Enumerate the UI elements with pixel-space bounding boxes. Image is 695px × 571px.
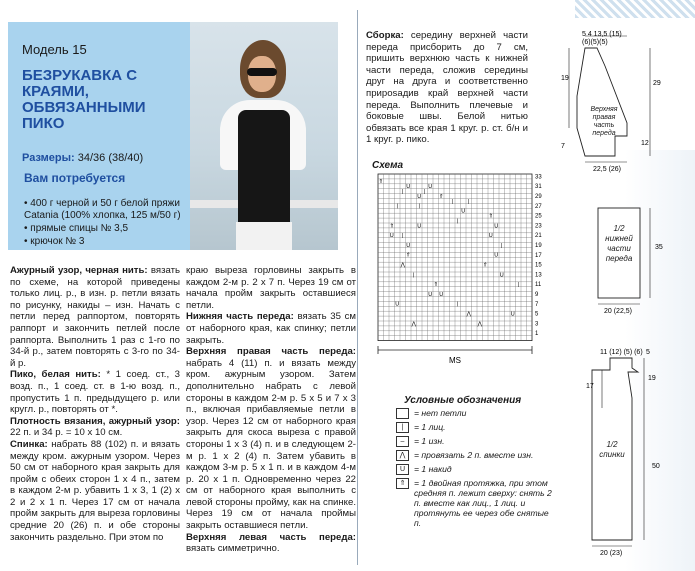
back-text: набрать 88 (102) п. и вязать между кром. ажурным узором. Через 50 см от наборного края закрыть для пройм с обеих сторон 1 х 4 п., затем в каждом 2-м р. убавить 1 х 3, 1 (2) х 2 и 2 х 1 п. Через 17 см от начала пройм закрыть для выреза горловины средние 20 (26) п. и обе стороны закончить раздельно. При этом по (10, 438, 180, 543)
legend (396, 408, 556, 531)
gauge-title: Плотность вязания, ажурный узор: (10, 415, 180, 427)
sizes-value: 34/36 (38/40) (77, 152, 144, 164)
chart-row-number: 33 (535, 174, 542, 181)
chart-row-number: 7 (535, 301, 539, 308)
yarn-over-symbol: U (396, 464, 409, 475)
no-stitch-symbol (396, 408, 409, 419)
chart-stitch-symbol: U (428, 291, 433, 298)
chart-stitch-symbol: | (517, 282, 519, 289)
knit-symbol: | (396, 422, 409, 433)
chart-stitch-symbol: | (501, 242, 503, 249)
lower-front-title: Нижняя часть переда: (186, 311, 294, 323)
chart-row-number: 23 (535, 223, 542, 230)
back-right-50: 50 (652, 463, 660, 470)
picot-title: Пико, белая нить: (10, 369, 101, 381)
back-left-17: 17 (586, 383, 594, 390)
chart-row-number: 13 (535, 272, 542, 279)
upper-front-left-19: 19 (561, 75, 569, 82)
chart-row-number: 5 (535, 311, 539, 318)
chart-row-number: 21 (535, 233, 542, 240)
schema-title: Схема (372, 160, 404, 171)
upper-right-front-text: набрать 4 (11) п. и вязать между кром. ажурным узором. Затем дополнительно набрать с левой стороны в каждом 2-м р. 5 х 5 и 7 х 3 п., включая прибавляемые петли в узор. Через 12 см от наборного края закрыть для скоса выреза с правой стороны 1 х 3 (4) п. и в следующем 2-м р. 1 х 2 (4) п. Затем убавить в каждом 3-м р. 5 х 1 п. и в каждом 4-м р. 20 х 1 п. Одновременно через 22 см от наборного края выполнить с левой стороны пройму, как на спинке. Через 19 см от начала проймы закрыть оставшиеся петли. (186, 357, 356, 532)
chart-stitch-symbol: | (396, 203, 398, 210)
assembly-column (366, 30, 528, 146)
chart-stitch-symbol: ⇑ (405, 252, 411, 259)
back-continued-text: краю выреза горловины закрыть в каждом 2-м р. 2 х 7 п. Через 19 см от начала пройм закрыть оставшиеся петли. (186, 265, 356, 311)
chart-row-number: 25 (535, 213, 542, 220)
assembly-title: Сборка: (366, 30, 404, 41)
pattern-back (580, 340, 690, 568)
pattern-lower-front (590, 200, 690, 318)
chart-row-number: 19 (535, 243, 542, 249)
back-bottom: 20 (23) (600, 550, 623, 557)
chart-row-number: 17 (535, 252, 542, 259)
back-top-dims: 11 (12) (5) (6) (600, 349, 643, 356)
chart-row-number: 9 (535, 292, 539, 298)
upper-front-right-12: 12 (641, 140, 649, 147)
upper-front-label: Верхняя правая часть переда (590, 106, 618, 137)
assembly-text: середину верхней части переда присборить до 7 см, пришить верхнюю часть к нижней части переда, сложив середины друг на друга и соответственно приposадив край верхней части переда. Выполнить плечевые и боковые швы. Белой нитью обвязать все края 1 круг. р. ст. б/н и 1 круг. р. пико. (366, 30, 529, 146)
legend-item: = нет петли (396, 408, 556, 419)
chart-stitch-symbol: ⇑ (378, 179, 384, 186)
gauge-text: 22 п. и 34 р. = 10 х 10 см. (10, 427, 123, 439)
stitch-chart (372, 172, 558, 372)
chart-row-numbers (535, 174, 542, 337)
chart-stitch-symbol: ⋀ (400, 262, 406, 269)
corner-stripes (575, 0, 695, 18)
chart-stitch-symbol: ⇑ (433, 282, 439, 289)
pattern-title: БЕЗРУКАВКА С КРАЯМИ, ОБВЯЗАННЫМИ ПИКО (22, 67, 146, 132)
legend-item: ⇑ = 1 двойная протяжка, при этом средняя п. лежит сверху: снять 2 п. вместе как лиц., 1 лиц. и протянуть ее через обе снятые п. (396, 478, 556, 528)
chart-stitch-symbol: U (461, 208, 466, 215)
chart-stitch-symbol: U (406, 242, 411, 249)
chart-row-number: 11 (535, 282, 542, 289)
back-right-19: 19 (648, 375, 656, 382)
upper-front-left-7: 7 (561, 143, 565, 150)
upper-left-front-text: вязать симметрично. (186, 543, 280, 555)
upper-front-top-dims2: (6)(5)(5) (582, 39, 608, 46)
chart-stitch-symbol: U (494, 223, 499, 230)
chart-stitch-symbol: U (488, 233, 493, 240)
chart-stitch-symbol: | (402, 233, 404, 240)
legend-item: U = 1 накид (396, 464, 556, 475)
legend-title: Условные обозначения (404, 395, 522, 406)
picot-text: * 1 соед. ст., 3 возд. п., 1 соед. ст. в 1-ю возд. п., пропустить 1 п. предыдущего р. или кругл. р., повторять от *. (10, 369, 181, 416)
lower-front-label: 1/2 нижней части переда (605, 224, 633, 263)
instructions-column-2 (186, 265, 356, 555)
chart-row-number: 27 (535, 203, 542, 210)
chart-row-number: 1 (535, 331, 539, 338)
chart-row-number: 31 (535, 184, 542, 191)
chart-stitch-symbol: ⋀ (477, 321, 483, 328)
material-item: • крючок № 3 (24, 236, 85, 247)
chart-stitch-symbol: | (424, 189, 426, 195)
k2tog-purl-symbol: ⋀ (396, 450, 409, 461)
chart-stitch-symbol: | (418, 203, 420, 210)
upper-front-bottom: 22,5 (26) (593, 166, 622, 173)
chart-stitch-symbol: U (510, 311, 515, 318)
chart-row-number: 29 (535, 194, 542, 200)
chart-stitch-symbol: | (402, 189, 404, 195)
legend-item: – = 1 изн. (396, 436, 556, 447)
openwork-text: вязать по схеме, на которой приведены только лиц. р., в изн. р. петли вязать по рисунку, накиды – изн. Начать с петли перед раппортом, повторять раппорт и закончить петлей после раппорта. Выполнить 1 раз с 1-го по 34-й р., затем повторять с 3-го по 34-й р. (10, 265, 180, 369)
double-decrease-symbol: ⇑ (396, 478, 409, 489)
lower-front-bottom: 20 (22,5) (604, 308, 633, 315)
upper-left-front-title: Верхняя левая часть переда: (186, 531, 356, 543)
chart-stitch-symbol: ⋀ (411, 321, 417, 328)
chart-stitch-symbol: U (439, 291, 444, 298)
material-item: • прямые спицы № 3,5 (24, 223, 129, 234)
upper-front-right-29: 29 (653, 80, 661, 87)
chart-row-number: 3 (535, 321, 539, 328)
back-top-num: 5 (646, 349, 650, 356)
chart-stitch-symbol: ⇑ (482, 262, 488, 269)
chart-stitch-symbol: | (451, 198, 453, 205)
chart-stitch-symbol: ⋀ (466, 311, 472, 318)
chart-stitch-symbol: ⇑ (389, 223, 395, 230)
sizes (22, 152, 143, 164)
pattern-upper-front (555, 28, 690, 173)
chart-stitch-symbol: ⇑ (438, 193, 444, 200)
back-title: Спинка: (10, 438, 48, 450)
material-item: • 400 г черной и 50 г белой пряжи Catania (100% хлопка, 125 м/50 г) (24, 198, 181, 221)
chart-stitch-symbol: | (457, 218, 459, 225)
repeat-label: MS (449, 356, 461, 365)
lower-front-height: 35 (655, 244, 663, 251)
photo-sunglasses (247, 68, 277, 76)
chart-stitch-symbol: U (389, 233, 394, 240)
materials-list (24, 198, 189, 249)
legend-item: | = 1 лиц. (396, 422, 556, 433)
openwork-title: Ажурный узор, черная нить: (10, 265, 148, 276)
chart-stitch-symbol: U (406, 184, 411, 191)
chart-grid (378, 174, 532, 341)
purl-symbol: – (396, 436, 409, 447)
column-divider (357, 10, 358, 565)
chart-stitch-symbol: | (457, 301, 459, 308)
upper-right-front-title: Верхняя правая часть переда: (186, 346, 356, 358)
back-label: 1/2 спинки (599, 440, 625, 459)
chart-stitch-symbol: U (499, 272, 504, 279)
materials-title: Вам потребуется (24, 171, 126, 185)
model-number: Модель 15 (22, 42, 87, 57)
chart-stitch-symbol: | (413, 272, 415, 279)
chart-stitch-symbol: ⇑ (488, 213, 494, 220)
chart-stitch-symbol: U (417, 223, 422, 230)
chart-stitch-symbol: U (417, 193, 422, 200)
upper-front-top-dims: 5 4 13,5 (15) (582, 31, 622, 38)
legend-item: ⋀ = провязать 2 п. вместе изн. (396, 450, 556, 461)
chart-stitch-symbol: | (468, 198, 470, 205)
lower-front-text: вязать 35 см от наборного края, как спинку; петли закрыть. (186, 311, 357, 346)
photo-pants (236, 222, 292, 250)
sizes-label: Размеры: (22, 152, 75, 164)
chart-stitch-symbol: U (494, 252, 499, 259)
chart-stitch-symbol: U (395, 301, 400, 308)
chart-row-number: 15 (535, 262, 542, 269)
instructions-column-1 (10, 265, 180, 543)
model-photo (190, 22, 338, 250)
chart-stitch-symbol: U (428, 184, 433, 191)
